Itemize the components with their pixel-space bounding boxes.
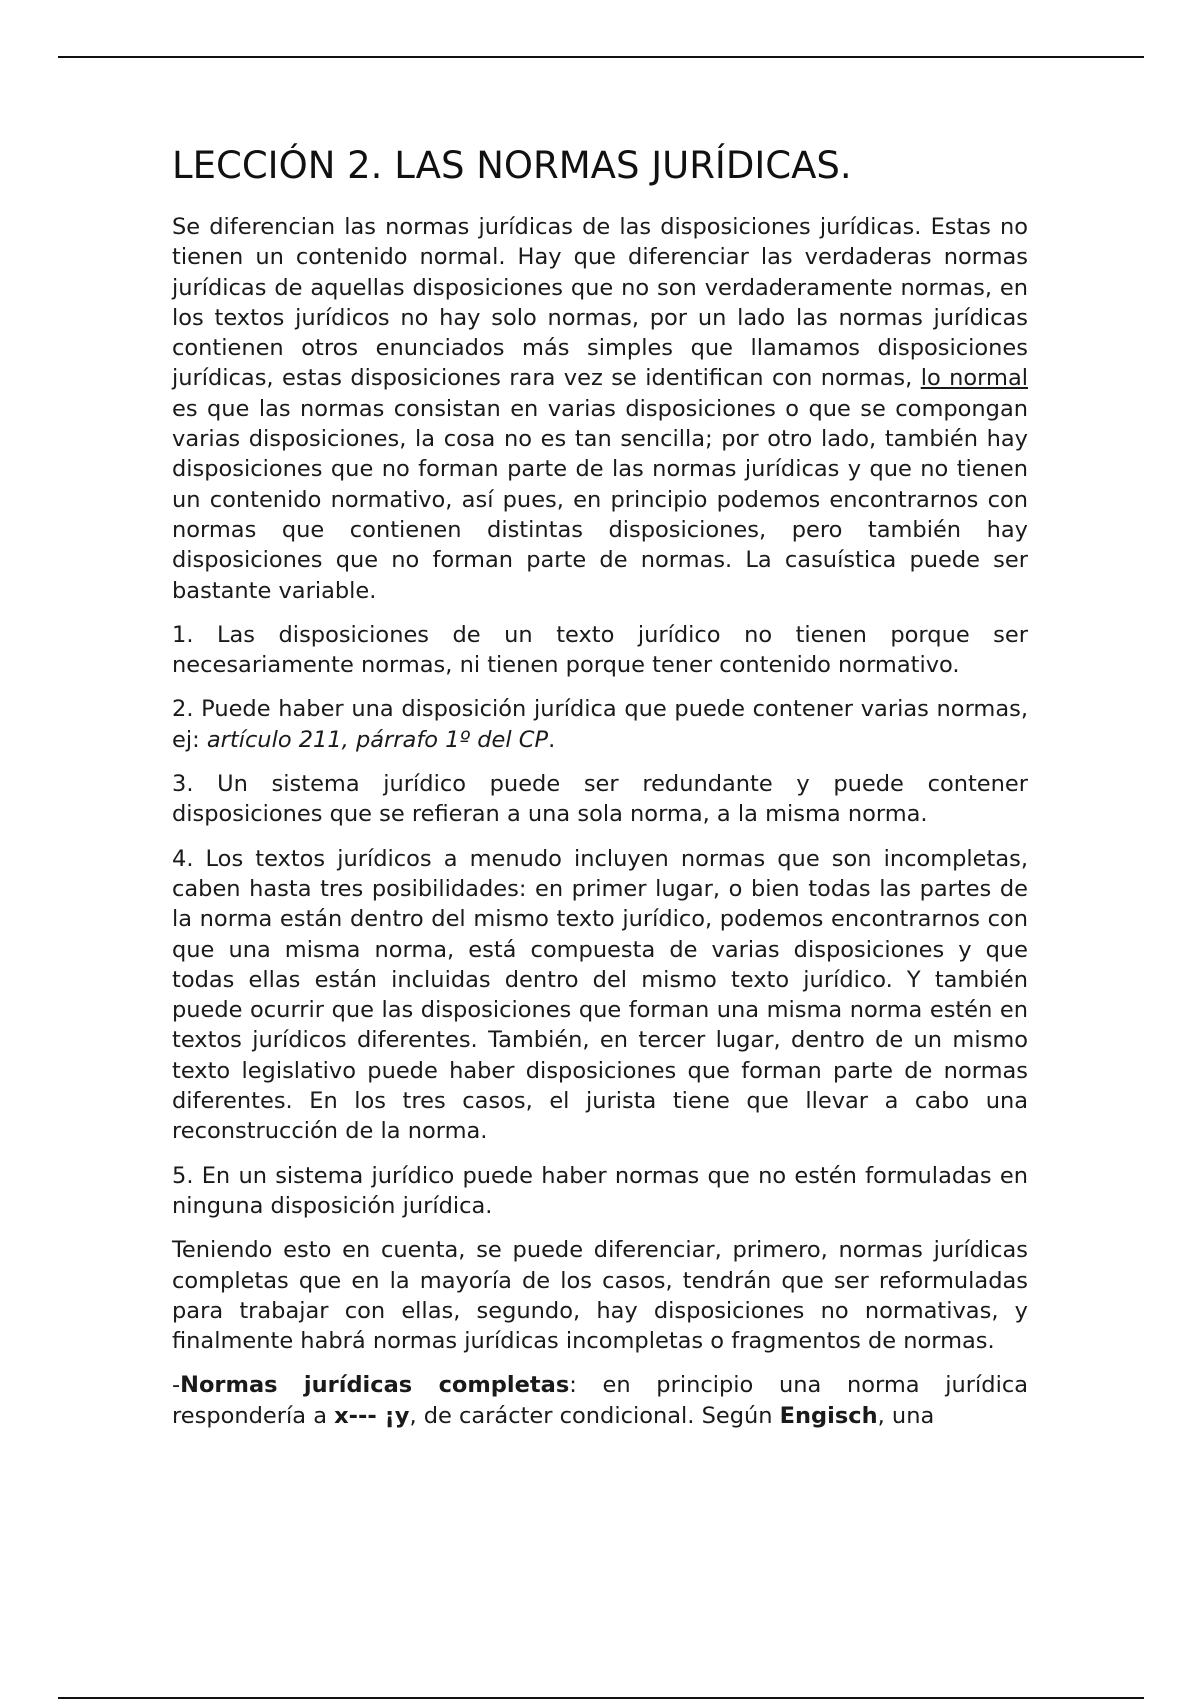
complete-norms-text-2: , de carácter condicional. Según — [409, 1402, 780, 1429]
page-content — [172, 142, 1028, 1445]
list-item-1: 1. Las disposiciones de un texto jurídico no tienen porque ser necesariamente normas, ni tienen porque tener contenido normativo. — [172, 621, 1028, 679]
author-name: Engisch — [779, 1402, 878, 1429]
intro-text-2: es que las normas consistan en varias disposiciones o que se compongan varias disposiciones, la cosa no es tan sencilla; por otro lado, también hay disposiciones que no forman parte de las normas jurídicas y que no tienen un contenido normativo, así pues, en principio podemos encontrarnos con normas que contienen distintas disposiciones, pero también hay disposiciones que no forman parte de normas. La casuística puede ser bastante variable. — [172, 395, 1028, 604]
list-item-2 — [172, 694, 1028, 755]
dash: - — [172, 1372, 181, 1399]
complete-norms-paragraph — [172, 1370, 1028, 1431]
list-item-2-text: 2. Puede haber una disposición jurídica que puede contener varias normas, ej: — [172, 696, 1028, 753]
complete-norms-text-3: , una — [877, 1402, 935, 1429]
underlined-phrase: lo normal — [920, 365, 1028, 392]
summary-paragraph: Teniendo esto en cuenta, se puede diferenciar, primero, normas jurídicas completas que en la mayoría de los casos, tendrán que ser reformuladas para trabajar con ellas, segundo, hay disposiciones no normativas, y finalmente habrá normas jurídicas incompletas o fragmentos de normas. — [172, 1237, 1028, 1355]
footer-rule — [58, 1697, 1144, 1699]
legal-citation: artículo 211, párrafo 1º del CP — [206, 726, 549, 753]
list-item-4: 4. Los textos jurídicos a menudo incluyen normas que son incompletas, caben hasta tres posibilidades: en primer lugar, o bien todas las partes de la norma están dentro del mismo texto jurídico, podemos encontrarnos con que una misma norma, está compuesta de varias disposiciones y que todas ellas están incluidas dentro del mismo texto jurídico. Y también puede ocurrir que las disposiciones que forman una misma norma estén en textos jurídicos diferentes. También, en tercer lugar, dentro de un mismo texto legislativo puede haber disposiciones que forman parte de normas diferentes. En los tres casos, el jurista tiene que llevar a cabo una reconstrucción de la norma. — [172, 845, 1028, 1145]
list-item-3: 3. Un sistema jurídico puede ser redundante y puede contener disposiciones que se refieran a una sola norma, a la misma norma. — [172, 771, 1028, 828]
page-title: LECCIÓN 2. LAS NORMAS JURÍDICAS. — [172, 144, 852, 187]
term-complete-norms: Normas jurídicas completas — [180, 1372, 570, 1399]
intro-paragraph — [172, 212, 1028, 606]
intro-text-1: Se diferencian las normas jurídicas de las disposiciones jurídicas. Estas no tienen un contenido normal. Hay que diferenciar las verdaderas normas jurídicas de aquellas disposiciones que no son verdaderamente normas, en los textos jurídicos no hay solo normas, por un lado las normas jurídicas contienen otros enunciados más simples que llamamos disposiciones jurídicas, estas disposiciones rara vez se identifican con normas, — [172, 214, 1028, 392]
formula: x--- ¡y — [334, 1402, 410, 1429]
list-item-2-end: . — [548, 726, 556, 753]
header-rule — [58, 56, 1144, 58]
list-item-5: 5. En un sistema jurídico puede haber normas que no estén formuladas en ninguna disposición jurídica. — [172, 1162, 1028, 1219]
complete-norms-text-1: : en principio una norma jurídica respondería a — [172, 1372, 1028, 1429]
